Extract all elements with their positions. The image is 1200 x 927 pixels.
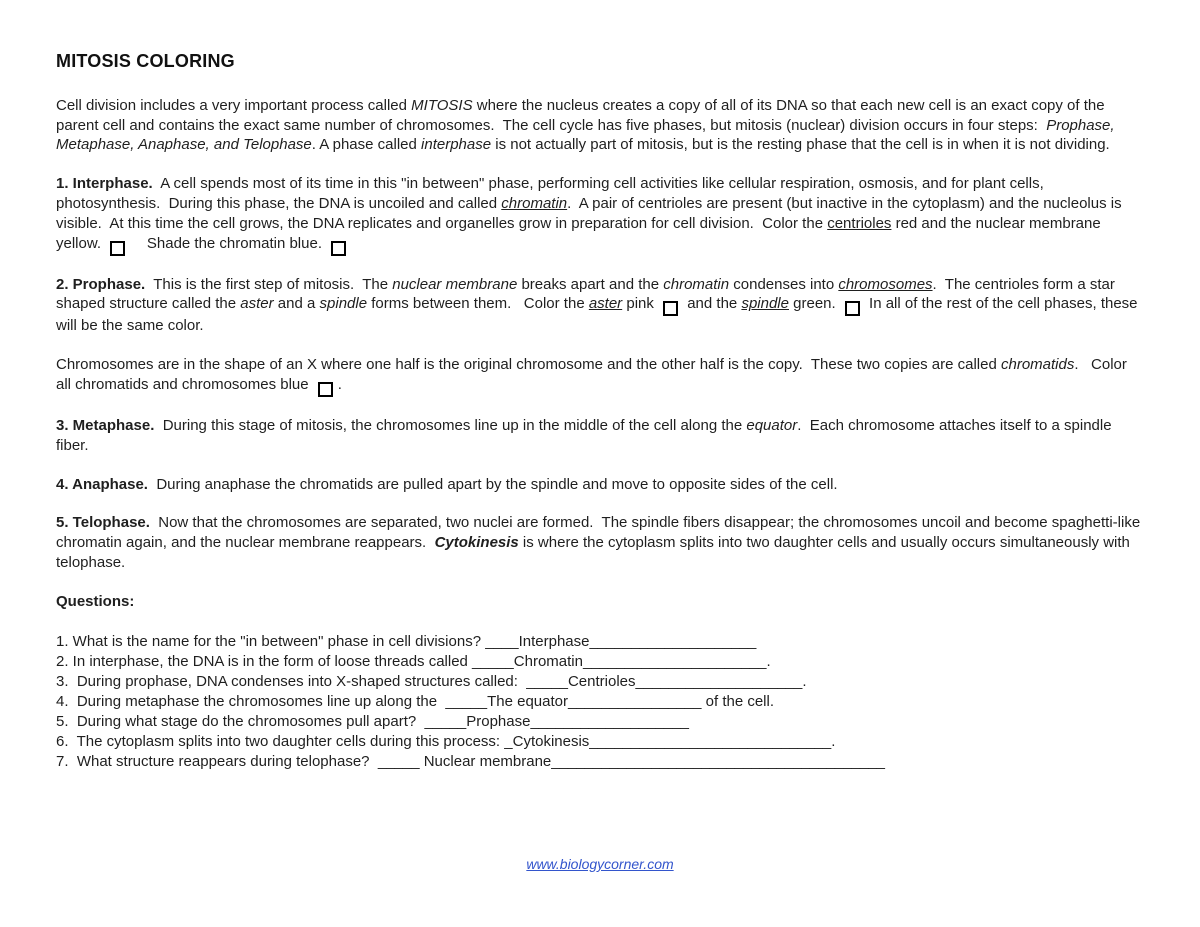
text-run: chromatids [1000,356,1075,374]
footer-website-link[interactable]: www.biologycorner.com [526,856,674,872]
section-metaphase [56,416,1142,456]
color-checkbox [331,241,346,256]
text-run: 3. Metaphase. [56,416,155,434]
text-run: pink [622,295,659,313]
text-run: condenses into [729,275,839,293]
color-checkbox [318,382,333,397]
questions-list [56,632,1142,772]
text-run: 1. Interphase. [56,175,153,193]
section-anaphase [56,475,1142,495]
text-run: 4. Anaphase. [56,475,148,493]
question-line: 4. During metaphase the chromosomes line up along the _____The equator________________ of the cell. [56,692,775,710]
text-run: aster [240,295,274,313]
text-run: equator [746,416,798,434]
text-run: . [337,375,342,393]
text-run: 2. Prophase. [56,275,146,293]
color-checkbox [110,241,125,256]
text-run: This is the first step of mitosis. The [145,275,393,293]
text-run: Shade the chromatin blue. [130,234,327,252]
text-run: is where the cytoplasm splits into two daughter cells and usually occurs simultaneously with telophase. [56,534,1135,571]
text-run: interphase [421,136,492,154]
question-line: 7. What structure reappears during telophase? _____ Nuclear membrane________________________________________ [56,752,885,770]
text-run: where the nucleus creates a copy of all of its DNA so that each new cell is an exact copy of the parent cell and contains the exact same number of chromosomes. The cell cycle has five phases, but mitosis (nuclear) division occurs in four steps: [56,96,1109,134]
text-run: Cell division includes a very important process called [56,96,412,114]
text-run: chromosomes [838,275,933,293]
text-run: Cytokinesis [434,534,519,552]
text-run: spindle [741,295,789,313]
text-run: Prophase, Metaphase, Anaphase, and Telophase [56,116,1119,154]
text-run: and the [683,295,742,313]
text-run: chromatin [663,275,730,293]
text-run: Now that the chromosomes are separated, two nuclei are formed. The spindle fibers disappear; the chromosomes uncoil and become spaghetti-like chromatin again, and the nuclear membrane reappears. [56,514,1145,552]
text-run: green. [788,295,840,313]
text-run: chromatin [501,194,568,212]
section-telophase [56,513,1145,572]
text-run: nuclear membrane [392,275,518,293]
text-run: . Color all chromatids and chromosomes blue [56,356,1132,393]
question-line: 3. During prophase, DNA condenses into X-shaped structures called: _____Centrioles____________________. [56,672,807,690]
paragraph-chromatids [56,355,1142,397]
text-run: spindle [319,295,368,313]
text-run: 5. Telophase. [56,514,150,532]
text-run: breaks apart and the [517,275,664,293]
question-line: 6. The cytoplasm splits into two daughter cells during this process: _Cytokinesis_____________________________. [56,732,836,750]
section-interphase [56,174,1142,255]
text-run: is not actually part of mitosis, but is the resting phase that the cell is in when it is not dividing. [491,136,1110,154]
intro-paragraph [56,96,1142,155]
page-title: MITOSIS COLORING [56,51,235,71]
text-run: centrioles [827,214,892,232]
text-run: . A phase called [311,136,422,154]
text-run: A cell spends most of its time in this "in between" phase, performing cell activities like cellular respiration, osmosis, and for plant cells, photosynthesis. During this phase, the DNA is uncoiled and called [56,175,1048,212]
text-run: MITOSIS [411,96,473,114]
footer [0,856,1200,872]
section-prophase [56,275,1142,337]
questions-heading: Questions: [56,592,135,610]
text-run: . Each chromosome attaches itself to a spindle fiber. [56,416,1116,454]
text-run: During anaphase the chromatids are pulled apart by the spindle and move to opposite sides of the cell. [147,475,838,493]
text-run: forms between them. Color the [367,295,589,313]
text-run: In all of the rest of the cell phases, these will be the same color. [56,295,1142,335]
color-checkbox [663,301,678,316]
question-line: 1. What is the name for the "in between" phase in cell divisions? ____Interphase____________________ [56,632,757,650]
text-run: aster [588,295,623,313]
question-line: 5. During what stage do the chromosomes pull apart? _____Prophase___________________ [56,712,689,730]
text-run: During this stage of mitosis, the chromosomes line up in the middle of the cell along the [154,416,747,434]
color-checkbox [845,301,860,316]
question-line: 2. In interphase, the DNA is in the form of loose threads called _____Chromatin______________________. [56,652,771,670]
text-run: . The centrioles form a star shaped structure called the [56,275,1120,313]
text-run: red and the nuclear membrane yellow. [56,214,1105,252]
text-run: and a [273,295,320,313]
text-run: . A pair of centrioles are present (but inactive in the cytoplasm) and the nucleolus is visible. At this time the cell grows, the DNA replicates and organelles grow in preparation for cell division. Color the [56,194,1126,232]
text-run: Chromosomes are in the shape of an X where one half is the original chromosome and the other half is the copy. These two copies are called [56,356,1001,374]
